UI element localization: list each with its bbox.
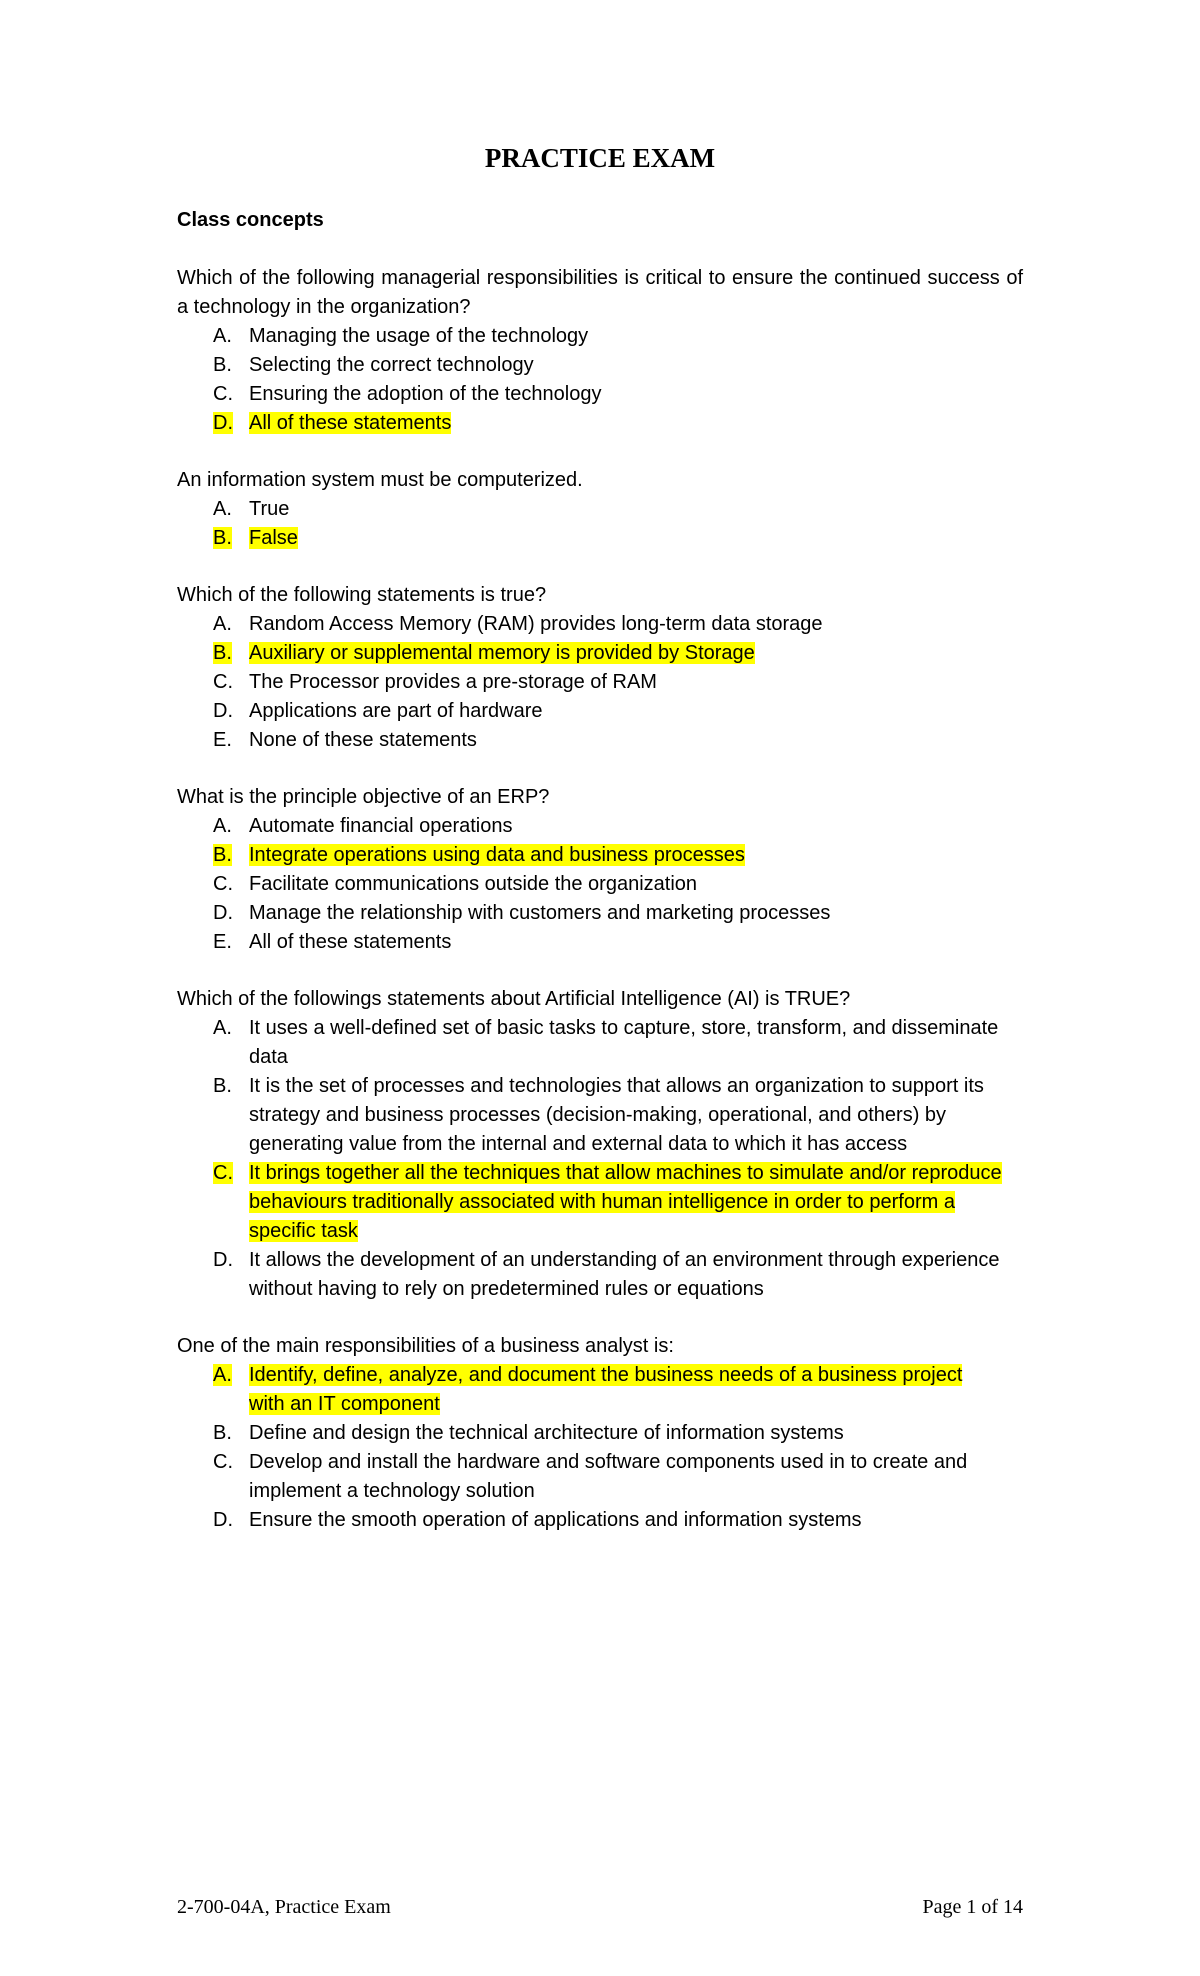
option-letter-text: C. [213, 873, 233, 895]
option-letter [177, 899, 249, 928]
option-letter [177, 870, 249, 899]
answer-option [177, 610, 1023, 639]
answer-option [177, 841, 1023, 870]
option-letter-text: D. [213, 1509, 233, 1531]
answer-option [177, 380, 1023, 409]
option-text-wrap [249, 928, 1023, 957]
option-letter-text: B. [213, 1422, 232, 1444]
option-text-wrap [249, 495, 1023, 524]
option-text: It allows the development of an understanding of an environment through experience without having to rely on predetermined rules or equations [249, 1249, 1000, 1300]
option-letter-text: D. [213, 412, 233, 434]
option-letter [177, 1014, 249, 1043]
question [177, 985, 1023, 1304]
question-text: One of the main responsibilities of a business analyst is: [177, 1335, 674, 1357]
answer-option [177, 495, 1023, 524]
option-letter-text: B. [213, 1075, 232, 1097]
option-letter [177, 380, 249, 409]
option-letter-text: B. [213, 844, 232, 866]
option-text-wrap [249, 841, 1023, 870]
option-letter [177, 697, 249, 726]
option-letter-text: D. [213, 1249, 233, 1271]
page-title: PRACTICE EXAM [484, 143, 716, 173]
option-text-wrap [249, 1072, 1023, 1159]
highlighted-answer-text: False [249, 527, 298, 549]
highlighted-answer-text: All of these statements [249, 412, 452, 434]
answer-option [177, 726, 1023, 755]
answer-option [177, 1361, 1023, 1419]
option-text-wrap [249, 409, 1023, 438]
option-letter [177, 322, 249, 351]
option-letter [177, 841, 249, 870]
answer-options [177, 1014, 1023, 1304]
option-text-wrap [249, 812, 1023, 841]
option-text-wrap [249, 1448, 1023, 1506]
option-text-wrap [249, 1246, 1023, 1304]
answer-option [177, 1419, 1023, 1448]
option-letter [177, 639, 249, 668]
answer-option [177, 322, 1023, 351]
option-text-wrap [249, 380, 1023, 409]
section-heading: Class concepts [177, 209, 324, 231]
answer-option [177, 639, 1023, 668]
footer-page-number: Page 1 of 14 [922, 1896, 1023, 1918]
option-text-wrap [249, 1159, 1023, 1246]
answer-option [177, 812, 1023, 841]
answer-option [177, 1014, 1023, 1072]
option-letter-text: A. [213, 498, 232, 520]
question-text: What is the principle objective of an ERP? [177, 786, 550, 808]
answer-options [177, 1361, 1023, 1535]
option-letter [177, 726, 249, 755]
option-text: All of these statements [249, 931, 452, 953]
option-letter-text: C. [213, 671, 233, 693]
option-letter-text: E. [213, 931, 232, 953]
option-text-wrap [249, 899, 1023, 928]
option-letter-text: C. [213, 1162, 233, 1184]
question-list [177, 264, 1023, 1563]
question-text: An information system must be computerized. [177, 469, 583, 491]
option-text: It is the set of processes and technologies that allows an organization to support its strategy and business processes (decision-making, operational, and others) by generating value from the internal and external data to which it has access [249, 1075, 984, 1155]
answer-option [177, 668, 1023, 697]
option-letter [177, 1159, 249, 1188]
option-letter [177, 1448, 249, 1477]
option-letter-text: B. [213, 527, 232, 549]
option-text-wrap [249, 870, 1023, 899]
answer-option [177, 1159, 1023, 1246]
option-letter-text: B. [213, 642, 232, 664]
highlighted-answer-text: Identify, define, analyze, and document the business needs of a business project with an IT component [249, 1364, 963, 1415]
highlighted-answer-text: Auxiliary or supplemental memory is provided by Storage [249, 642, 755, 664]
option-letter [177, 928, 249, 957]
option-text-wrap [249, 610, 1023, 639]
option-letter [177, 668, 249, 697]
option-letter-text: A. [213, 613, 232, 635]
option-text-wrap [249, 639, 1023, 668]
option-letter-text: A. [213, 1017, 232, 1039]
option-text: Ensuring the adoption of the technology [249, 383, 602, 405]
option-letter-text: B. [213, 354, 232, 376]
answer-option [177, 697, 1023, 726]
answer-options [177, 610, 1023, 755]
option-text-wrap [249, 668, 1023, 697]
answer-options [177, 812, 1023, 957]
option-letter-text: C. [213, 383, 233, 405]
question-text: Which of the followings statements about Artificial Intelligence (AI) is TRUE? [177, 988, 851, 1010]
answer-option [177, 409, 1023, 438]
option-text: Ensure the smooth operation of applications and information systems [249, 1509, 862, 1531]
answer-option [177, 1448, 1023, 1506]
option-letter [177, 1361, 249, 1390]
option-text: The Processor provides a pre-storage of RAM [249, 671, 657, 693]
option-text-wrap [249, 1014, 1023, 1072]
option-text: Selecting the correct technology [249, 354, 534, 376]
question [177, 466, 1023, 553]
answer-option [177, 899, 1023, 928]
highlighted-answer-text: It brings together all the techniques that allow machines to simulate and/or reproduce behaviours traditionally associated with human intelligence in order to perform a specific task [249, 1162, 1002, 1242]
option-letter [177, 812, 249, 841]
question-text: Which of the following statements is true? [177, 584, 547, 606]
option-text: Define and design the technical architecture of information systems [249, 1422, 844, 1444]
option-text-wrap [249, 1506, 1023, 1535]
option-text: Applications are part of hardware [249, 700, 543, 722]
option-text: Automate financial operations [249, 815, 513, 837]
option-text-wrap [249, 726, 1023, 755]
answer-options [177, 322, 1023, 438]
question [177, 264, 1023, 438]
option-text: Develop and install the hardware and software components used in to create and implement a technology solution [249, 1451, 968, 1502]
option-letter-text: D. [213, 902, 233, 924]
option-text-wrap [249, 1419, 1023, 1448]
answer-option [177, 1072, 1023, 1159]
option-letter [177, 1246, 249, 1275]
question [177, 783, 1023, 957]
option-letter [177, 610, 249, 639]
option-text: Facilitate communications outside the organization [249, 873, 698, 895]
option-text: None of these statements [249, 729, 477, 751]
answer-option [177, 870, 1023, 899]
option-letter [177, 1419, 249, 1448]
option-letter [177, 524, 249, 553]
option-letter [177, 351, 249, 380]
option-letter [177, 1506, 249, 1535]
question [177, 1332, 1023, 1535]
answer-option [177, 524, 1023, 553]
option-text: Manage the relationship with customers and marketing processes [249, 902, 831, 924]
option-text-wrap [249, 322, 1023, 351]
option-letter-text: C. [213, 1451, 233, 1473]
answer-option [177, 928, 1023, 957]
option-text-wrap [249, 524, 1023, 553]
question [177, 581, 1023, 755]
answer-option [177, 351, 1023, 380]
footer-course-code: 2-700-04A, Practice Exam [177, 1896, 391, 1918]
answer-option [177, 1246, 1023, 1304]
option-text: Managing the usage of the technology [249, 325, 589, 347]
option-text: It uses a well-defined set of basic tasks to capture, store, transform, and disseminate data [249, 1017, 999, 1068]
option-text-wrap [249, 1361, 1023, 1419]
answer-options [177, 495, 1023, 553]
question-text: Which of the following managerial responsibilities is critical to ensure the continued success of a technology in the organization? [177, 267, 1023, 318]
option-text: True [249, 498, 290, 520]
option-letter-text: A. [213, 325, 232, 347]
option-letter-text: D. [213, 700, 233, 722]
option-text: Random Access Memory (RAM) provides long-term data storage [249, 613, 823, 635]
option-letter-text: A. [213, 815, 232, 837]
option-letter [177, 409, 249, 438]
option-text-wrap [249, 697, 1023, 726]
option-letter-text: A. [213, 1364, 232, 1386]
option-letter [177, 495, 249, 524]
option-letter-text: E. [213, 729, 232, 751]
answer-option [177, 1506, 1023, 1535]
option-letter [177, 1072, 249, 1101]
highlighted-answer-text: Integrate operations using data and business processes [249, 844, 745, 866]
option-text-wrap [249, 351, 1023, 380]
